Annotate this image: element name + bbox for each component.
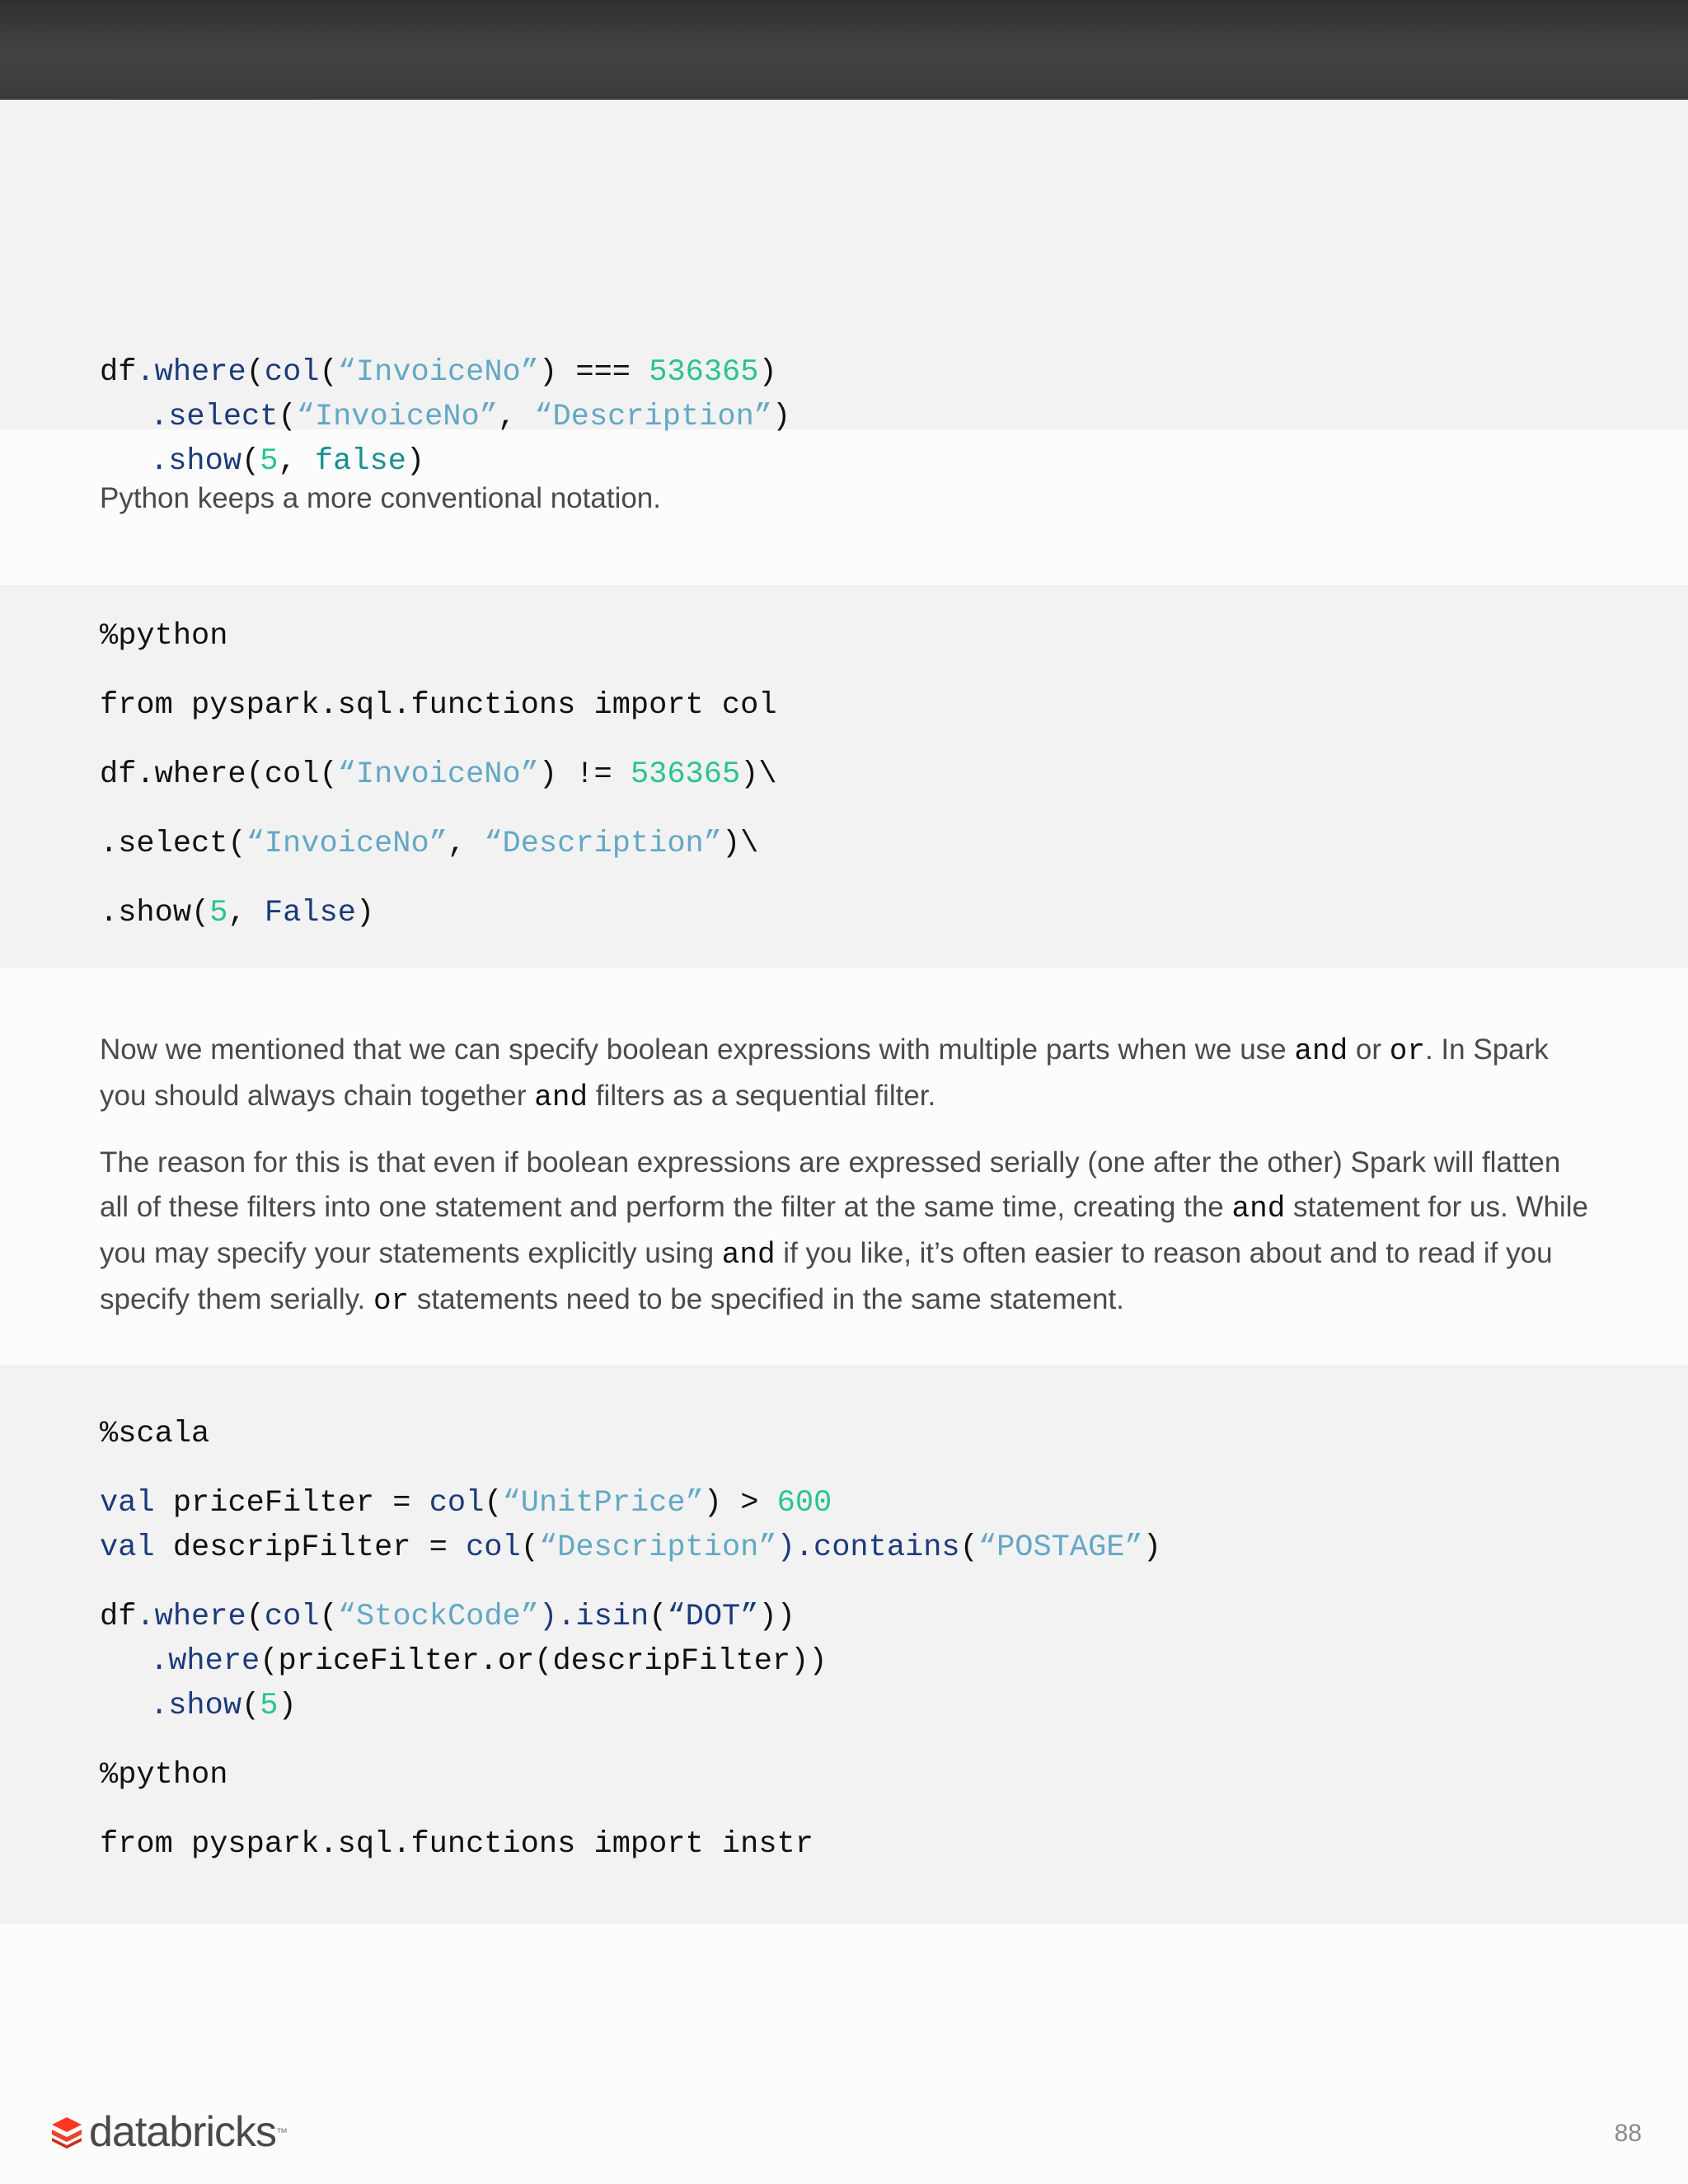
code-token: ) xyxy=(406,444,425,479)
code-line xyxy=(100,1530,1161,1566)
code-token: .select xyxy=(150,400,279,434)
code-token: )) xyxy=(758,1600,795,1634)
code-line xyxy=(100,1599,795,1635)
code-line xyxy=(100,1485,832,1521)
code-token: ) xyxy=(1142,1530,1161,1565)
code-token: from pyspark.sql.functions import col xyxy=(100,688,777,723)
code-line xyxy=(100,1826,814,1863)
inline-code: and xyxy=(534,1080,588,1114)
code-number: 5 xyxy=(260,444,279,479)
code-string: “POSTAGE” xyxy=(978,1530,1143,1565)
code-token: , xyxy=(447,827,485,861)
inline-code: or xyxy=(1389,1034,1425,1068)
code-string: “Description” xyxy=(484,827,722,861)
code-token: ).isin xyxy=(538,1600,649,1634)
code-token: df.where(col( xyxy=(100,757,338,792)
code-token: .show xyxy=(150,1689,242,1723)
code-line xyxy=(100,687,777,724)
text-run: . In Spark you should always chain together xyxy=(100,1033,1549,1112)
code-token: , xyxy=(227,896,265,930)
code-string: “InvoiceNo” xyxy=(337,757,539,792)
code-token: descripFilter = xyxy=(154,1530,467,1565)
code-token: ( xyxy=(649,1600,668,1634)
code-string: “InvoiceNo” xyxy=(246,827,448,861)
code-magic xyxy=(100,1757,227,1793)
code-token: ( xyxy=(246,355,265,390)
text-run: The reason for this is that even if boolean expressions are expressed serially (one after the other) Spark will flatten all of these filters into one statement and perform the filter at the same time, creating the xyxy=(100,1146,1561,1223)
code-string: “Description” xyxy=(538,1530,777,1565)
code-token: ( xyxy=(246,1600,265,1634)
code-string: “InvoiceNo” xyxy=(296,400,498,434)
code-number: 5 xyxy=(209,896,228,930)
code-token: %python xyxy=(100,1758,228,1793)
code-token: ) xyxy=(278,1689,297,1723)
code-block-python-where xyxy=(0,585,1688,968)
code-string: “Description” xyxy=(534,400,772,434)
code-token: ( xyxy=(278,400,297,434)
code-line xyxy=(150,399,790,435)
code-token: from pyspark.sql.functions import instr xyxy=(100,1827,814,1862)
code-token: col xyxy=(264,355,320,390)
code-token: ( xyxy=(959,1530,978,1565)
code-token: .show xyxy=(150,444,242,479)
text-run: statement for us. While you may specify your statements explicitly using xyxy=(100,1191,1588,1269)
page-number: 88 xyxy=(1614,2120,1642,2147)
code-token: ( xyxy=(520,1530,539,1565)
paragraph xyxy=(100,476,1592,521)
code-token: %scala xyxy=(100,1417,210,1451)
text-run: or xyxy=(1348,1033,1390,1066)
code-token: )\ xyxy=(740,757,777,792)
code-magic xyxy=(100,618,227,654)
paragraph-text: Python keeps a more conventional notation. xyxy=(100,482,661,514)
code-line xyxy=(150,443,424,480)
code-number: 600 xyxy=(776,1486,832,1521)
code-token: %python xyxy=(100,619,228,654)
code-string: “DOT” xyxy=(667,1600,759,1634)
code-string: “UnitPrice” xyxy=(502,1486,704,1521)
inline-code: and xyxy=(721,1238,776,1272)
code-number: 536365 xyxy=(649,355,759,390)
code-token: col xyxy=(466,1530,521,1565)
header-banner xyxy=(0,0,1688,100)
code-line xyxy=(150,1688,297,1724)
code-token: ( xyxy=(319,355,338,390)
code-token: ).contains xyxy=(776,1530,960,1565)
code-token: ) xyxy=(355,896,375,930)
paragraph-text xyxy=(100,1141,1592,1324)
code-token: , xyxy=(278,444,315,479)
paragraph xyxy=(100,1141,1592,1324)
inline-code: and xyxy=(1231,1192,1286,1226)
code-boolean: false xyxy=(314,444,406,479)
code-number: 5 xyxy=(260,1689,279,1723)
code-boolean: False xyxy=(264,896,356,930)
code-keyword: val xyxy=(100,1530,155,1565)
code-token: .where xyxy=(136,1600,246,1634)
code-token: ) != xyxy=(538,757,631,792)
trademark-mark: ™ xyxy=(276,2125,288,2139)
code-block-scala-where xyxy=(0,100,1688,479)
code-magic xyxy=(100,1416,209,1452)
code-token: )\ xyxy=(721,827,759,861)
paragraph-text xyxy=(100,1028,1592,1120)
code-token: ) === xyxy=(538,355,649,390)
code-token: col xyxy=(429,1486,485,1521)
code-token: ) > xyxy=(703,1486,777,1521)
code-token: ) xyxy=(758,355,777,390)
code-token: ( xyxy=(484,1486,503,1521)
databricks-logo-icon xyxy=(49,2115,84,2149)
code-line xyxy=(100,757,777,793)
code-line xyxy=(150,1643,828,1680)
inline-code: or xyxy=(373,1284,410,1318)
code-token: ) xyxy=(771,400,791,434)
code-string: “StockCode” xyxy=(337,1600,539,1634)
text-run: statements need to be specified in the same statement. xyxy=(409,1283,1124,1315)
code-token: ( xyxy=(319,1600,338,1634)
code-token: priceFilter = xyxy=(154,1486,429,1521)
code-token: , xyxy=(497,400,535,434)
text-run: if you like, it’s often easier to reason about and to read if you specify them serially. xyxy=(100,1237,1553,1315)
code-token: ( xyxy=(241,1689,260,1723)
code-line xyxy=(100,895,374,931)
code-token: .where xyxy=(136,355,246,390)
code-token: df xyxy=(100,1600,137,1634)
databricks-logo xyxy=(49,2107,288,2157)
code-line xyxy=(100,826,758,862)
code-token: .show( xyxy=(100,896,210,930)
code-line xyxy=(100,354,777,391)
text-run: Now we mentioned that we can specify boolean expressions with multiple parts when we use xyxy=(100,1033,1295,1066)
code-block-filters xyxy=(0,1365,1688,1924)
code-token: .select( xyxy=(100,827,246,861)
text-run: filters as a sequential filter. xyxy=(588,1080,936,1112)
code-token: .where xyxy=(150,1644,260,1679)
code-token: df xyxy=(100,355,137,390)
databricks-logo-text: databricks xyxy=(89,2108,276,2156)
code-number: 536365 xyxy=(630,757,741,792)
paragraph xyxy=(100,1028,1592,1120)
code-string: “InvoiceNo” xyxy=(337,355,539,390)
code-token: col xyxy=(264,1600,320,1634)
inline-code: and xyxy=(1294,1034,1348,1068)
code-keyword: val xyxy=(100,1486,155,1521)
code-token: (priceFilter.or(descripFilter)) xyxy=(260,1644,828,1679)
code-token: ( xyxy=(241,444,260,479)
